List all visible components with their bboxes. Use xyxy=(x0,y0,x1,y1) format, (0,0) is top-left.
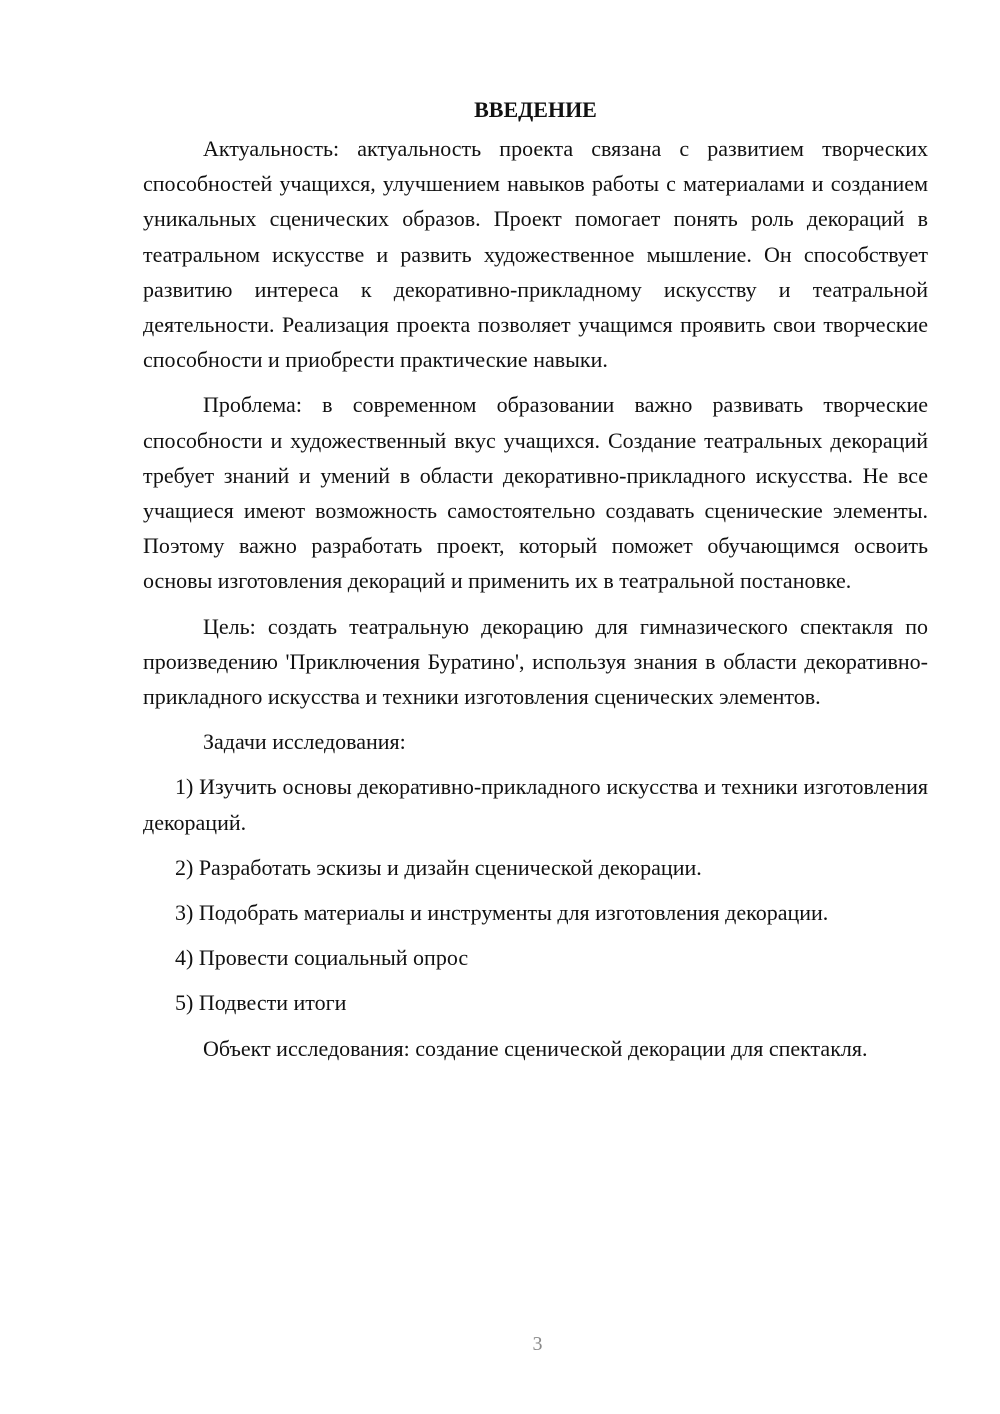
task-item: 3) Подобрать материалы и инструменты для изготовления декорации. xyxy=(175,900,829,926)
section-title: ВВЕДЕНИЕ xyxy=(474,97,597,122)
document-page xyxy=(143,95,928,1076)
object-paragraph: Объект исследования: создание сценической декорации для спектакля. xyxy=(203,1035,868,1061)
task-item: 5) Подвести итоги xyxy=(175,990,347,1016)
task-item: 1) Изучить основы декоративно-прикладного искусства и техники изготовления декораций. xyxy=(143,774,928,835)
goal-paragraph: Цель: создать театральную декорацию для гимназического спектакля по произведению 'Приключения Буратино', используя знания в области декоративно-прикладного искусства и техники изготовления сценических элементов. xyxy=(143,613,928,710)
relevance-paragraph: Актуальность: актуальность проекта связана с развитием творческих способностей учащихся, улучшением навыков работы с материалами и созданием уникальных сценических образов. Проект помогает понять роль декораций в театральном искусстве и развить художественное мышление. Он способствует развитию интереса к декоративно-прикладному искусству и театральной деятельности. Реализация проекта позволяет учащимся проявить свои творческие способности и приобрести практические навыки. xyxy=(143,136,928,373)
task-item: 2) Разработать эскизы и дизайн сценической декорации. xyxy=(175,854,702,880)
problem-paragraph: Проблема: в современном образовании важно развивать творческие способности и художественный вкус учащихся. Создание театральных декораций требует знаний и умений в области декоративно-прикладного искусства. Не все учащиеся имеют возможность самостоятельно создавать сценические элементы. Поэтому важно разработать проект, который поможет обучающимся освоить основы изготовления декораций и применить их в театральной постановке. xyxy=(143,392,928,594)
tasks-heading: Задачи исследования: xyxy=(203,729,406,755)
task-item: 4) Провести социальный опрос xyxy=(175,945,469,971)
tasks-list xyxy=(143,769,928,1020)
page-number: 3 xyxy=(532,1333,543,1355)
